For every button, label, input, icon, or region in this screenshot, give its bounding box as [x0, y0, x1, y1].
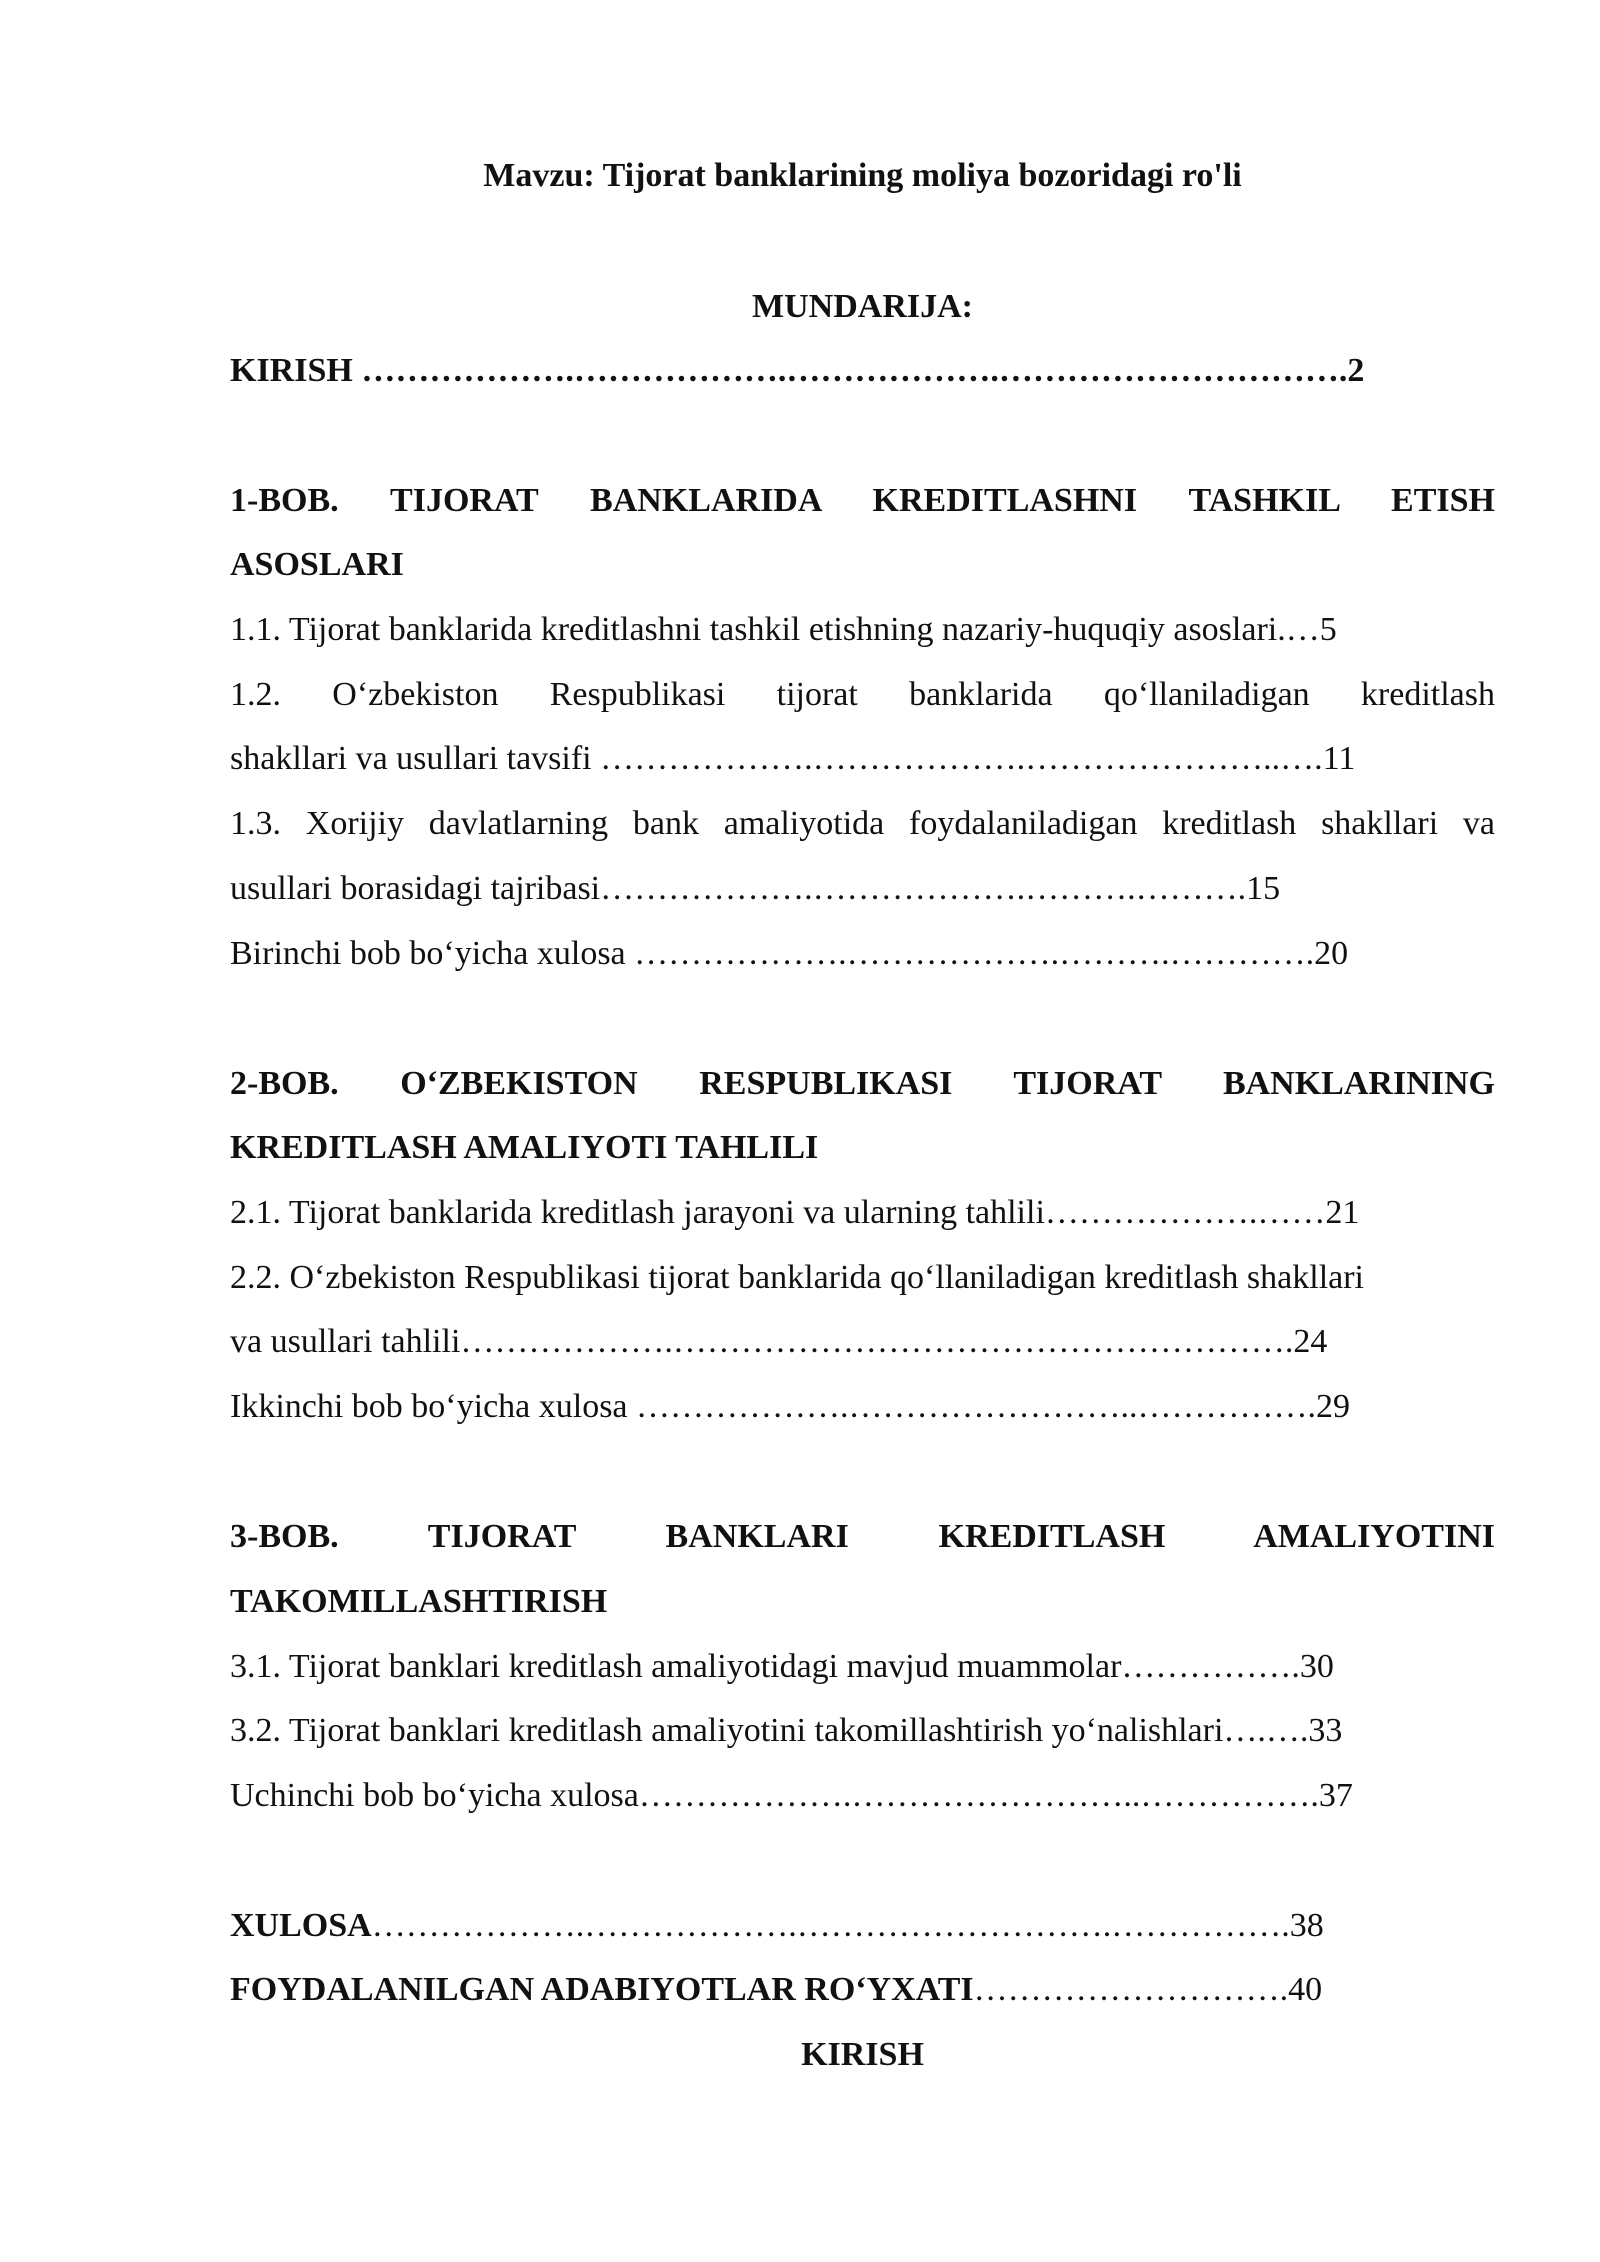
toc-entry-2-1: 2.1. Tijorat banklarida kreditlash jarayoni va ularning tahlili……………….……21	[230, 1194, 1360, 1231]
toc-entry-1-2: 1.2. O‘zbekiston Respublikasi tijorat banklarida qo‘llaniladigan kreditlash	[230, 676, 1495, 713]
toc-entry-1-2-continued: shakllari va usullari tavsifi ……………….……………….…………………..….11	[230, 740, 1356, 777]
conclusion-leader: ……………….……………….……………………….…………….38	[371, 1907, 1324, 1944]
chapter1-heading: 1-BOB. TIJORAT BANKLARIDA KREDITLASHNI TASHKIL ETISH	[230, 482, 1495, 519]
toc-entry-references	[230, 1966, 1495, 2014]
toc-entry-conclusion	[230, 1902, 1495, 1950]
topic-title: Mavzu: Tijorat banklarining moliya bozoridagi ro'li	[483, 157, 1242, 194]
contents-heading: MUNDARIJA:	[752, 288, 973, 325]
chapter1-heading-continued: ASOSLARI	[230, 546, 404, 583]
toc-entry-1-3: 1.3. Xorijiy davlatlarning bank amaliyotida foydalaniladigan kreditlash shakllari va	[230, 805, 1495, 842]
chapter2-heading-continued: KREDITLASH AMALIYOTI TAHLILI	[230, 1129, 819, 1166]
references-label: FOYDALANILGAN ADABIYOTLAR RO‘YXATI	[230, 1971, 974, 2008]
toc-entry-1-3-continued: usullari borasidagi tajribasi……………….……………….……….……….15	[230, 870, 1281, 907]
document-page	[230, 0, 1495, 2262]
intro-section-heading: KIRISH	[801, 2036, 924, 2073]
conclusion-label: XULOSA	[230, 1907, 372, 1944]
toc-entry-chapter2-summary: Ikkinchi bob bo‘yicha xulosa ……………….……………………..…………….29	[230, 1388, 1351, 1425]
toc-entry-2-2: 2.2. O‘zbekiston Respublikasi tijorat banklarida qo‘llaniladigan kreditlash shakllari	[230, 1259, 1365, 1296]
chapter3-heading-continued: TAKOMILLASHTIRISH	[230, 1583, 608, 1620]
toc-entry-chapter1-summary: Birinchi bob bo‘yicha xulosa ……………….……………….……….………….20	[230, 935, 1349, 972]
toc-entry-3-1: 3.1. Tijorat banklari kreditlash amaliyotidagi mavjud muammolar…………….30	[230, 1648, 1334, 1685]
chapter2-heading: 2-BOB. O‘ZBEKISTON RESPUBLIKASI TIJORAT BANKLARINING	[230, 1065, 1495, 1102]
toc-entry-intro: KIRISH ……………….……………….……………….………………………….2	[230, 352, 1365, 389]
chapter3-heading: 3-BOB. TIJORAT BANKLARI KREDITLASH AMALIYOTINI	[230, 1518, 1495, 1555]
toc-entry-3-2: 3.2. Tijorat banklari kreditlash amaliyotini takomillashtirish yo‘nalishlari….….33	[230, 1712, 1343, 1749]
toc-entry-1-1: 1.1. Tijorat banklarida kreditlashni tashkil etishning nazariy-huquqiy asoslari.…5	[230, 611, 1337, 648]
toc-entry-chapter3-summary: Uchinchi bob bo‘yicha xulosa……………….……………………..…………….37	[230, 1777, 1353, 1814]
toc-entry-2-2-continued: va usullari tahlili……………….……………………………………………….24	[230, 1323, 1328, 1360]
references-leader: ……………………….40	[973, 1971, 1323, 2008]
